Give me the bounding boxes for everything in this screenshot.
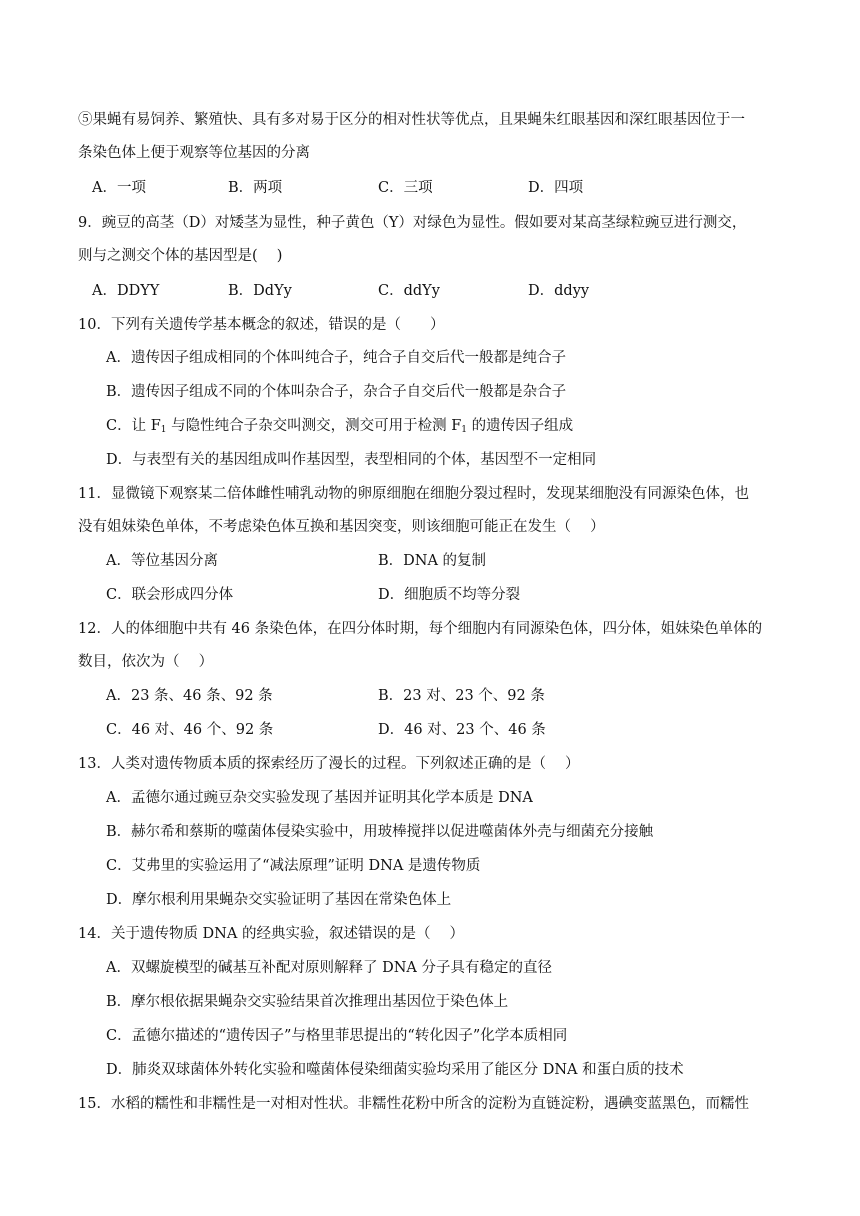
q8-option-d: D．四项 [528, 180, 584, 196]
q14-stem: 14．关于遗传物质 DNA 的经典实验，叙述错误的是（ ） [78, 926, 465, 942]
q10-option-c-sub1: 1 [160, 425, 167, 435]
q12-option-c: C．46 对、46 个、92 条 [106, 722, 274, 738]
q13-option-b: B．赫尔希和蔡斯的噬菌体侵染实验中，用玻棒搅拌以促进噬菌体外壳与细菌充分接触 [106, 824, 654, 840]
q11-option-a: A．等位基因分离 [106, 553, 218, 569]
q13-option-d: D．摩尔根利用果蝇杂交实验证明了基因在常染色体上 [106, 892, 452, 908]
q9-option-a: A．DDYY [92, 283, 160, 299]
q11-stem-line1: 11．显微镜下观察某二倍体雌性哺乳动物的卵原细胞在细胞分裂过程时，发现某细胞没有同源染色体，也 [78, 486, 749, 502]
q11-stem-line2: 没有姐妹染色单体，不考虑染色体互换和基因突变，则该细胞可能正在发生（ ） [78, 519, 605, 535]
q10-option-d: D．与表型有关的基因组成叫作基因型，表型相同的个体，基因型不一定相同 [106, 452, 597, 468]
q12-option-b: B．23 对、23 个、92 条 [378, 688, 545, 704]
q10-option-a: A．遗传因子组成相同的个体叫纯合子，纯合子自交后代一般都是纯合子 [106, 350, 566, 366]
q10-option-c-part2: 与隐性纯合子杂交叫测交，测交可用于检测 F [166, 418, 462, 434]
q8-option-a: A．一项 [92, 180, 146, 196]
q10-stem: 10．下列有关遗传学基本概念的叙述，错误的是（ ） [78, 317, 445, 333]
q13-option-c: C．艾弗里的实验运用了“减法原理”证明 DNA 是遗传物质 [106, 858, 481, 874]
q10-option-c-sub2: 1 [461, 425, 468, 435]
q14-option-b: B．摩尔根依据果蝇杂交实验结果首次推理出基因位于染色体上 [106, 994, 509, 1010]
q8-statement-5-line2: 条染色体上便于观察等位基因的分离 [78, 145, 310, 161]
q12-stem-line2: 数目，依次为（ ） [78, 654, 214, 670]
q12-option-a: A．23 条、46 条、92 条 [106, 688, 273, 704]
q12-option-d: D．46 对、23 个、46 条 [378, 722, 546, 738]
q10-option-c-part3: 的遗传因子组成 [467, 418, 574, 434]
q9-stem-line2: 则与之测交个体的基因型是( ) [78, 248, 283, 264]
q9-option-c: C．ddYy [378, 283, 440, 299]
q11-option-c: C．联会形成四分体 [106, 587, 234, 603]
q8-statement-5-line1: ⑤果蝇有易饲养、繁殖快、具有多对易于区分的相对性状等优点，且果蝇朱红眼基因和深红眼基因位于一 [78, 112, 745, 128]
q13-stem: 13．人类对遗传物质本质的探索经历了漫长的过程。下列叙述正确的是（ ） [78, 756, 580, 772]
q11-option-d: D．细胞质不均等分裂 [378, 587, 521, 603]
q13-option-a: A．孟德尔通过豌豆杂交实验发现了基因并证明其化学本质是 DNA [106, 790, 533, 806]
q10-option-b: B．遗传因子组成不同的个体叫杂合子，杂合子自交后代一般都是杂合子 [106, 384, 567, 400]
q11-option-b: B．DNA 的复制 [378, 553, 487, 569]
q8-option-c: C．三项 [378, 180, 433, 196]
q8-option-b: B．两项 [228, 180, 283, 196]
q9-option-b: B．DdYy [228, 283, 292, 299]
q9-stem-line1: 9．豌豆的高茎（D）对矮茎为显性，种子黄色（Y）对绿色为显性。假如要对某高茎绿粒豌豆进行测交， [78, 215, 747, 231]
q14-option-d: D．肺炎双球菌体外转化实验和噬菌体侵染细菌实验均采用了能区分 DNA 和蛋白质的技术 [106, 1062, 684, 1078]
q10-option-c-part1: C．让 F [106, 418, 161, 434]
q15-stem-line1: 15．水稻的糯性和非糯性是一对相对性状。非糯性花粉中所含的淀粉为直链淀粉，遇碘变蓝黑色，而糯性 [78, 1096, 749, 1112]
q10-option-c [106, 416, 573, 440]
q9-option-d: D．ddyy [528, 283, 590, 299]
q14-option-a: A．双螺旋模型的碱基互补配对原则解释了 DNA 分子具有稳定的直径 [106, 960, 552, 976]
q14-option-c: C．孟德尔描述的“遗传因子”与格里菲思提出的“转化因子”化学本质相同 [106, 1028, 568, 1044]
q12-stem-line1: 12．人的体细胞中共有 46 条染色体，在四分体时期，每个细胞内有同源染色体，四分体，姐妹染色单体的 [78, 621, 763, 637]
